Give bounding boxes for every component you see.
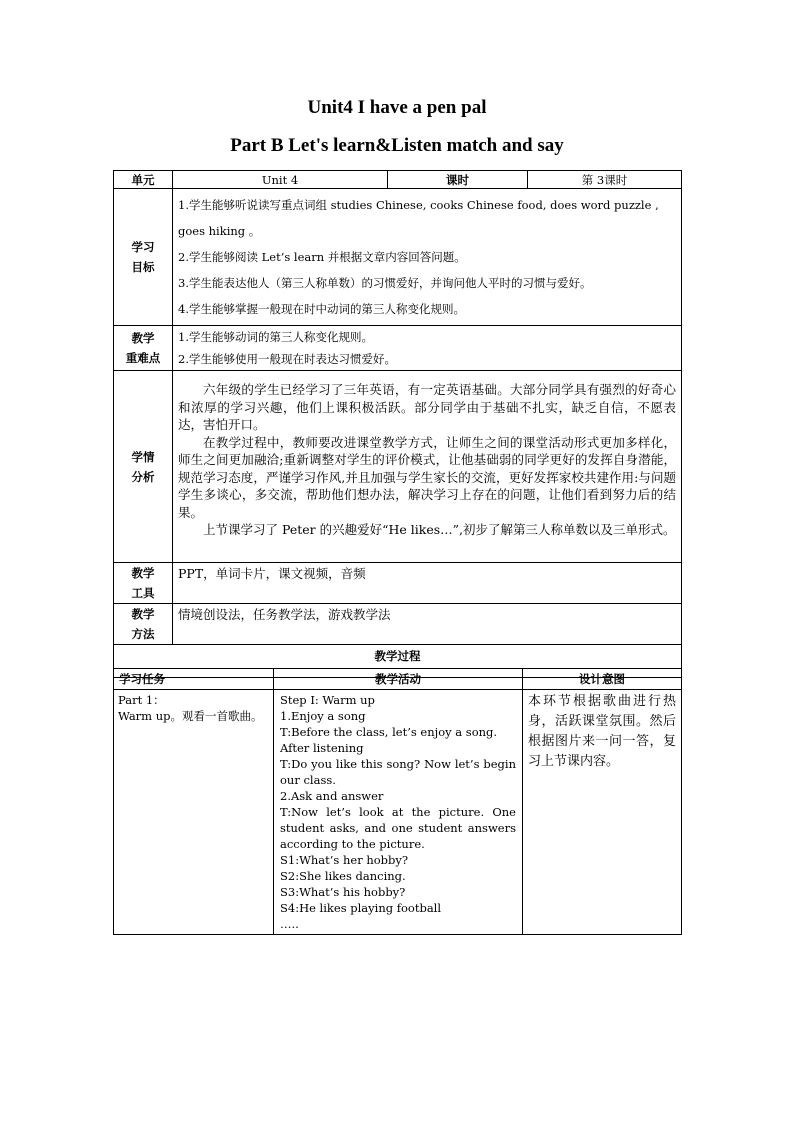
activity-line: ….. [280, 917, 299, 931]
objective-item: 4.学生能够掌握一般现在时中动词的第三人称变化规则。 [178, 302, 465, 316]
activity-line: 2.Ask and answer [280, 789, 384, 803]
process-table [113, 668, 682, 935]
label-line: 学情 [131, 449, 155, 464]
activity-line: T:Do you like this song? Now let’s begin our class. [280, 757, 516, 787]
intent-cell: 本环节根据歌曲进行热身，活跃课堂氛围。然后根据图片来一问一答，复习上节课内容。 [523, 690, 682, 935]
col-task-header: 学习任务 [114, 669, 274, 690]
label-line: 教学 [131, 331, 155, 345]
activity-line: After listening [280, 741, 364, 755]
keypoints-label [114, 326, 173, 371]
process-title: 教学过程 [114, 645, 682, 678]
unit-label: 单元 [114, 171, 173, 189]
analysis-paragraph: 上节课学习了 Peter 的兴趣爱好“He likes…”,初步了解第三人称单数以及三单形式。 [203, 522, 676, 537]
label-line: 方法 [131, 627, 155, 641]
methods-value: 情境创设法，任务教学法，游戏教学法 [173, 604, 682, 645]
lesson-label: 课时 [388, 171, 528, 189]
activity-line: S1:What’s her hobby? [280, 853, 409, 867]
keypoints-content [173, 326, 682, 371]
lesson-info-table [113, 170, 682, 678]
objective-item: 2.学生能够阅读 Let’s learn 并根据文章内容回答问题。 [178, 250, 466, 264]
methods-label [114, 604, 173, 645]
lesson-value: 第 3课时 [528, 171, 682, 189]
label-line: 学习 [131, 240, 155, 254]
keypoint-item: 2.学生能够使用一般现在时表达习惯爱好。 [178, 352, 396, 366]
label-line: 分析 [131, 469, 155, 484]
label-line: 工具 [131, 586, 155, 600]
analysis-paragraph: 六年级的学生已经学习了三年英语，有一定英语基础。大部分同学具有强烈的好奇心和浓厚的学习兴趣，他们上课积极活跃。部分同学由于基础不扎实，缺乏自信，不愿表达，害怕开口。 [178, 382, 676, 432]
activity-line: 1.Enjoy a song [280, 709, 366, 723]
activity-line: S3:What’s his hobby? [280, 885, 406, 899]
tools-value: PPT，单词卡片，课文视频，音频 [173, 563, 682, 604]
label-line: 重难点 [125, 351, 161, 365]
task-line: Part 1： [118, 693, 165, 707]
document-title: Unit4 I have a pen pal [307, 97, 487, 118]
keypoint-item: 1.学生能够动词的第三人称变化规则。 [178, 330, 373, 344]
analysis-label [114, 371, 173, 563]
objective-item: 1.学生能够听说读写重点词组 studies Chinese, cooks Chinese food, does word puzzle , goes hiking 。 [178, 198, 659, 238]
activity-line: S2:She likes dancing. [280, 869, 406, 883]
activity-line: S4:He likes playing football [280, 901, 442, 915]
document-subtitle: Part B Let's learn&Listen match and say [230, 135, 564, 156]
label-line: 教学 [131, 566, 155, 580]
task-line: Warm up。观看一首歌曲。 [118, 709, 263, 723]
label-line: 教学 [131, 607, 155, 621]
analysis-paragraph: 在教学过程中，教师要改进课堂教学方式，让师生之间的课堂活动形式更加多样化，师生之间更加融洽;重新调整对学生的评价模式，让他基础弱的同学更好的发挥自身潜能，规范学习态度，严谨学习作风,并且加强与学生家长的交流，更好发挥家校共建作用:与问题学生多谈心，多交流，帮助他们想办法，解决学习上存在的问题，让他们看到努力后的结果。 [178, 434, 676, 520]
activity-line: T:Before the class, let’s enjoy a song. [280, 725, 498, 739]
unit-value: Unit 4 [173, 171, 388, 189]
col-intent-header: 设计意图 [523, 669, 682, 690]
objectives-label [114, 189, 173, 326]
activity-line: Step I: Warm up [280, 693, 375, 707]
task-cell [114, 690, 274, 935]
tools-label [114, 563, 173, 604]
analysis-content [173, 371, 682, 563]
activity-line: T:Now let’s look at the picture. One student asks, and one student answers according to the picture. [280, 805, 516, 851]
activity-cell [274, 690, 523, 935]
objectives-content [173, 189, 682, 326]
col-activity-header: 教学活动 [274, 669, 523, 690]
objective-item: 3.学生能表达他人（第三人称单数）的习惯爱好，并询问他人平时的习惯与爱好。 [178, 276, 592, 290]
label-line: 目标 [131, 260, 155, 274]
